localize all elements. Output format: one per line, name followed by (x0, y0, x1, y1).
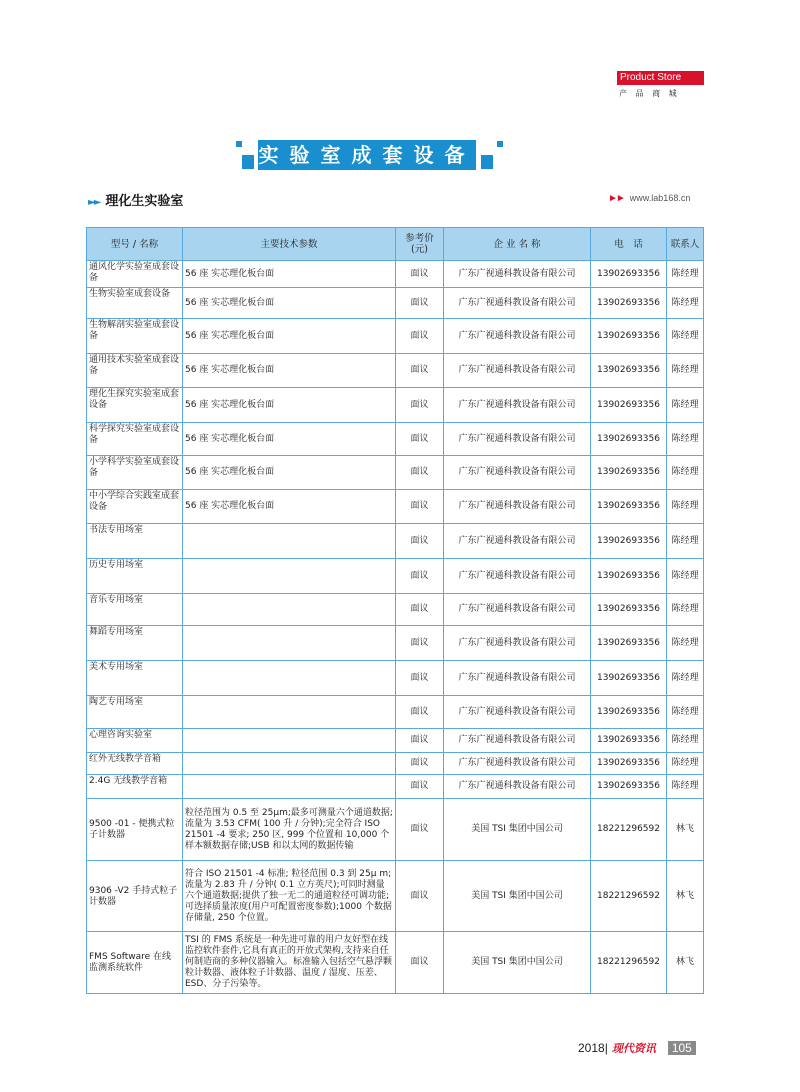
cell-company: 广东广视通科教设备有限公司 (444, 559, 591, 594)
header-col-phone: 电 话 (591, 228, 667, 261)
cell-model: 通风化学实验室成套设备 (87, 261, 183, 288)
cell-company: 美国 TSI 集团中国公司 (444, 932, 591, 994)
cell-price: 面议 (396, 319, 444, 354)
cell-model: 科学探究实验室成套设备 (87, 423, 183, 456)
cell-price: 面议 (396, 354, 444, 388)
website-text: www.lab168.cn (629, 193, 691, 203)
cell-price: 面议 (396, 288, 444, 319)
cell-phone: 13902693356 (591, 288, 667, 319)
cell-params (183, 753, 396, 775)
cell-contact: 陈经理 (667, 661, 704, 696)
cell-model: 理化生探究实验室成套设备 (87, 388, 183, 423)
table-header (87, 228, 704, 261)
arrow-icon: ►► (608, 193, 624, 204)
cell-contact: 陈经理 (667, 775, 704, 799)
decor-square (236, 141, 242, 147)
cell-params: 56 座 实芯理化板台面 (183, 490, 396, 524)
decor-square (481, 155, 493, 169)
cell-params (183, 594, 396, 626)
table-row (87, 524, 704, 559)
cell-phone: 13902693356 (591, 729, 667, 753)
cell-phone: 13902693356 (591, 423, 667, 456)
cell-contact: 林飞 (667, 932, 704, 994)
cell-price: 面议 (396, 423, 444, 456)
decor-square (242, 155, 254, 169)
cell-price: 面议 (396, 661, 444, 696)
cell-params: 56 座 实芯理化板台面 (183, 288, 396, 319)
cell-phone: 18221296592 (591, 932, 667, 994)
cell-params (183, 524, 396, 559)
cell-params: 56 座 实芯理化板台面 (183, 423, 396, 456)
cell-params: 56 座 实芯理化板台面 (183, 319, 396, 354)
table-row (87, 423, 704, 456)
cell-contact: 陈经理 (667, 354, 704, 388)
cell-model: 音乐专用场室 (87, 594, 183, 626)
cell-params (183, 559, 396, 594)
cell-contact: 陈经理 (667, 626, 704, 661)
cell-company: 广东广视通科教设备有限公司 (444, 288, 591, 319)
table-row (87, 729, 704, 753)
table-row (87, 354, 704, 388)
cell-phone: 13902693356 (591, 388, 667, 423)
cell-model: 9306 -V2 手持式粒子计数器 (87, 861, 183, 932)
cell-contact: 林飞 (667, 799, 704, 861)
cell-contact: 陈经理 (667, 524, 704, 559)
table-row (87, 661, 704, 696)
cell-contact: 陈经理 (667, 261, 704, 288)
cell-contact: 陈经理 (667, 456, 704, 490)
cell-phone: 13902693356 (591, 319, 667, 354)
cell-company: 广东广视通科教设备有限公司 (444, 524, 591, 559)
cell-contact: 陈经理 (667, 319, 704, 354)
cell-contact: 陈经理 (667, 594, 704, 626)
cell-contact: 陈经理 (667, 288, 704, 319)
cell-phone: 13902693356 (591, 661, 667, 696)
cell-phone: 13902693356 (591, 261, 667, 288)
decor-square (497, 141, 503, 147)
cell-params: TSI 的 FMS 系统是一种先进可靠的用户友好型在线监控软件套件,它具有真正的开放式架构,支持来自任何制造商的多种仪器输入。标准输入包括空气悬浮颗粒计数器、液体粒子计数器、温度 / 湿度、压差、ESD、分子污染等。 (183, 932, 396, 994)
cell-phone: 13902693356 (591, 626, 667, 661)
cell-company: 广东广视通科教设备有限公司 (444, 696, 591, 729)
cell-price: 面议 (396, 524, 444, 559)
cell-company: 广东广视通科教设备有限公司 (444, 388, 591, 423)
header-col-company: 企 业 名 称 (444, 228, 591, 261)
cell-phone: 13902693356 (591, 354, 667, 388)
cell-model: 书法专用场室 (87, 524, 183, 559)
footer-year: 2018 (578, 1041, 605, 1055)
cell-contact: 林飞 (667, 861, 704, 932)
cell-company: 广东广视通科教设备有限公司 (444, 261, 591, 288)
cell-price: 面议 (396, 932, 444, 994)
cell-price: 面议 (396, 729, 444, 753)
table-row (87, 861, 704, 932)
section-title: 理化生实验室 (105, 194, 184, 209)
cell-price: 面议 (396, 775, 444, 799)
table-row (87, 696, 704, 729)
cell-price: 面议 (396, 594, 444, 626)
cell-params (183, 696, 396, 729)
cell-phone: 13902693356 (591, 753, 667, 775)
product-store-cn: 产 品 商 城 (619, 89, 680, 98)
cell-phone: 13902693356 (591, 524, 667, 559)
banner-title: 实验室成套设备 (258, 140, 476, 170)
cell-contact: 陈经理 (667, 696, 704, 729)
cell-contact: 陈经理 (667, 753, 704, 775)
cell-phone: 18221296592 (591, 799, 667, 861)
cell-price: 面议 (396, 388, 444, 423)
cell-company: 广东广视通科教设备有限公司 (444, 456, 591, 490)
cell-model: 舞蹈专用场室 (87, 626, 183, 661)
cell-model: 2.4G 无线教学音箱 (87, 775, 183, 799)
cell-model: 生物解剖实验室成套设备 (87, 319, 183, 354)
cell-phone: 13902693356 (591, 696, 667, 729)
cell-contact: 陈经理 (667, 388, 704, 423)
header-col-price: 参考价 (元) (396, 228, 444, 261)
cell-price: 面议 (396, 799, 444, 861)
cell-params (183, 729, 396, 753)
cell-company: 广东广视通科教设备有限公司 (444, 729, 591, 753)
cell-phone: 18221296592 (591, 861, 667, 932)
product-store-label: Product Store (617, 71, 704, 85)
section-heading (88, 190, 183, 209)
cell-params: 56 座 实芯理化板台面 (183, 456, 396, 490)
cell-model: 美术专用场室 (87, 661, 183, 696)
cell-model: 小学科学实验室成套设备 (87, 456, 183, 490)
cell-company: 广东广视通科教设备有限公司 (444, 661, 591, 696)
table-row (87, 594, 704, 626)
cell-model: FMS Software 在线监测系统软件 (87, 932, 183, 994)
cell-company: 广东广视通科教设备有限公司 (444, 775, 591, 799)
cell-company: 广东广视通科教设备有限公司 (444, 626, 591, 661)
cell-phone: 13902693356 (591, 775, 667, 799)
table-row (87, 799, 704, 861)
cell-contact: 陈经理 (667, 490, 704, 524)
table-row (87, 932, 704, 994)
cell-model: 红外无线教学音箱 (87, 753, 183, 775)
cell-company: 广东广视通科教设备有限公司 (444, 354, 591, 388)
cell-phone: 13902693356 (591, 559, 667, 594)
table-row (87, 490, 704, 524)
cell-company: 广东广视通科教设备有限公司 (444, 753, 591, 775)
cell-price: 面议 (396, 559, 444, 594)
cell-contact: 陈经理 (667, 423, 704, 456)
cell-company: 广东广视通科教设备有限公司 (444, 319, 591, 354)
cell-phone: 13902693356 (591, 490, 667, 524)
header-col-contact: 联系人 (667, 228, 704, 261)
cell-price: 面议 (396, 861, 444, 932)
cell-price: 面议 (396, 456, 444, 490)
cell-params (183, 661, 396, 696)
cell-params: 粒径范围为 0.5 至 25μm;最多可测量六个通道数据;流量为 3.53 CFM( 100 升 / 分钟);完全符合 ISO 21501 -4 要求; 250 区, 999 个位置和 10,000 个样本额数据存储;USB 和以太网的数据传输 (183, 799, 396, 861)
cell-contact: 陈经理 (667, 559, 704, 594)
cell-company: 美国 TSI 集团中国公司 (444, 799, 591, 861)
cell-model: 历史专用场室 (87, 559, 183, 594)
header-col-params: 主要技术参数 (183, 228, 396, 261)
cell-price: 面议 (396, 261, 444, 288)
product-table (86, 227, 704, 994)
arrow-icon: ►► (88, 197, 100, 208)
cell-model: 9500 -01 - 便携式粒子计数器 (87, 799, 183, 861)
cell-model: 通用技术实验室成套设备 (87, 354, 183, 388)
cell-price: 面议 (396, 696, 444, 729)
footer: 2018| 现代资讯 105 (578, 1040, 696, 1056)
table-row (87, 753, 704, 775)
cell-params (183, 626, 396, 661)
cell-price: 面议 (396, 753, 444, 775)
table-row (87, 288, 704, 319)
cell-model: 陶艺专用场室 (87, 696, 183, 729)
page-number: 105 (668, 1041, 696, 1055)
cell-model: 心理咨询实验室 (87, 729, 183, 753)
cell-phone: 13902693356 (591, 456, 667, 490)
cell-company: 广东广视通科教设备有限公司 (444, 594, 591, 626)
cell-phone: 13902693356 (591, 594, 667, 626)
cell-params (183, 775, 396, 799)
table-row (87, 261, 704, 288)
table-row (87, 626, 704, 661)
website (608, 193, 690, 204)
cell-params: 符合 ISO 21501 -4 标准; 粒径范围 0.3 到 25μ m;流量为 2.83 升 / 分钟( 0.1 立方英尺);可同时测量六个通道数据;提供了独一无二的通道粒径可调功能;可选择质量浓度(用户可配置密度参数);1000 个数据存储量, 250 个位置。 (183, 861, 396, 932)
cell-price: 面议 (396, 490, 444, 524)
cell-price: 面议 (396, 626, 444, 661)
cell-params: 56 座 实芯理化板台面 (183, 388, 396, 423)
table-row (87, 775, 704, 799)
table-row (87, 319, 704, 354)
cell-contact: 陈经理 (667, 729, 704, 753)
cell-company: 广东广视通科教设备有限公司 (444, 423, 591, 456)
cell-model: 生物实验室成套设备 (87, 288, 183, 319)
table-row (87, 456, 704, 490)
cell-model: 中小学综合实践室成套设备 (87, 490, 183, 524)
table-row (87, 388, 704, 423)
cell-company: 美国 TSI 集团中国公司 (444, 861, 591, 932)
cell-company: 广东广视通科教设备有限公司 (444, 490, 591, 524)
header-col-model: 型号 / 名称 (87, 228, 183, 261)
cell-params: 56 座 实芯理化板台面 (183, 354, 396, 388)
magazine-name: 现代资讯 (611, 1043, 656, 1055)
cell-params: 56 座 实芯理化板台面 (183, 261, 396, 288)
table-row (87, 559, 704, 594)
